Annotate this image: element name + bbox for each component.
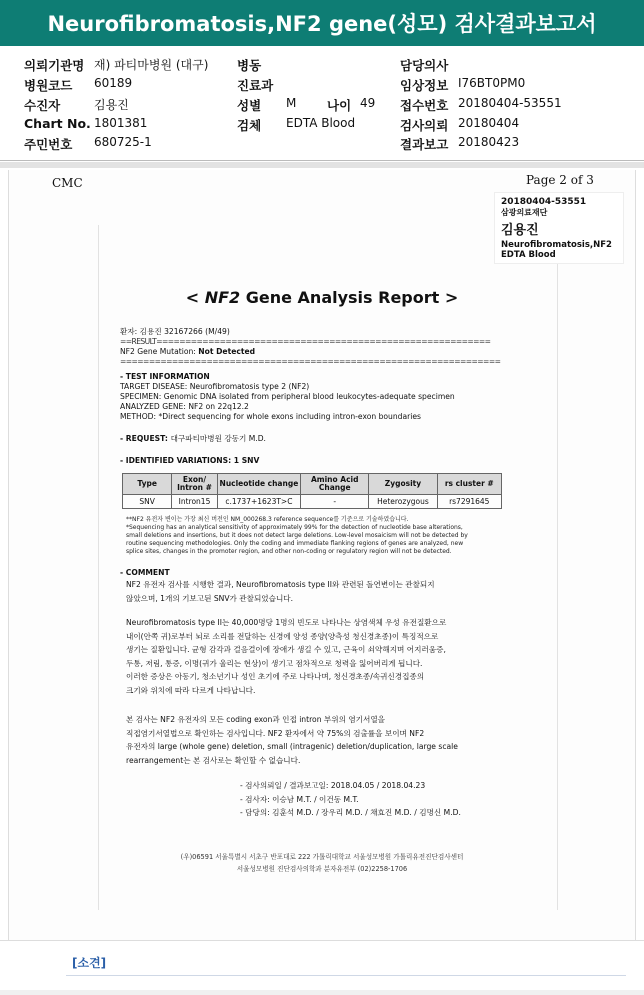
method-line: METHOD: *Direct sequencing for whole exons including intron-exon boundaries	[120, 412, 422, 421]
resident-no-value: 680725-1	[94, 135, 152, 149]
address-line: 서울성모병원 진단검사의학과 분자유전부 (02)2258-1706	[236, 865, 408, 873]
col-nucleotide: Nucleotide change	[217, 474, 300, 495]
sticker-name: 김용진	[501, 223, 539, 238]
note-line: splice sites, changes in the promoter region, and other non-coding or regulatory region will not be detected.	[126, 548, 452, 555]
sticker-test: Neurofibromatosis,NF2	[501, 240, 612, 250]
chart-no-value: 1801381	[94, 116, 148, 130]
cell-rs-cluster: rs7291645	[437, 495, 501, 509]
test-info-header: - TEST INFORMATION	[120, 372, 210, 381]
cell-amino-acid: -	[301, 495, 369, 509]
sex-label: 성별	[237, 98, 262, 113]
report-title-bar	[0, 0, 644, 46]
sex-value: M	[286, 96, 297, 110]
institution-value: 재) 파티마병원 (대구)	[94, 58, 209, 72]
comment-paragraph-1	[126, 578, 504, 605]
mutation-line	[120, 347, 504, 357]
comment-line: 크기와 위치에 따라 다르게 나타납니다.	[126, 685, 256, 695]
patient-info-panel	[0, 54, 644, 154]
physicians-line: - 담당의: 김훈석 M.D. / 장우리 M.D. / 채효진 M.D. / 김명신 M.D.	[240, 808, 461, 818]
title-bracket-open: <	[185, 288, 205, 307]
col-zygosity: Zygosity	[369, 474, 437, 495]
department-label: 진료과	[237, 78, 274, 93]
bottom-edge	[0, 990, 644, 995]
address-line: (우)06591 서울특별시 서초구 반포대로 222 가톨릭대학교 서울성모병원 가톨릭유전진단검사센터	[180, 853, 464, 861]
dates-line: - 검사의뢰일 / 결과보고일: 2018.04.05 / 2018.04.23	[240, 781, 426, 790]
request-label: - REQUEST:	[120, 434, 171, 443]
findings-label: [소견]	[72, 956, 107, 970]
sticker-id: 20180404-53551	[501, 197, 587, 207]
sticker-specimen: EDTA Blood	[501, 250, 556, 260]
patient-line: 환자: 김용진 32167266 (M/49)	[120, 327, 230, 336]
note-line: **NF2 유전자 변이는 가장 최신 버전인 NM_000268.3 reference sequence를 기준으로 기술하였습니다.	[126, 516, 409, 523]
title-gene: NF2	[204, 288, 241, 307]
result-line: ==RESULT==========================================================	[120, 337, 491, 346]
col-exon: Exon/ Intron #	[172, 474, 217, 495]
divider-band	[0, 162, 644, 168]
title-rest: Gene Analysis Report >	[240, 288, 459, 307]
test-information	[120, 372, 504, 422]
sequencing-notes	[126, 516, 506, 556]
findings-section	[0, 940, 644, 995]
target-disease: TARGET DISEASE: Neurofibromatosis type 2 (NF2)	[120, 382, 310, 391]
comment-line: 본 검사는 NF2 유전자의 모든 coding exon과 인접 intron 부위의 염기서열을	[126, 715, 386, 724]
col-amino-acid: Amino Acid Change	[301, 474, 369, 495]
mutation-value: Not Detected	[198, 347, 256, 356]
hospital-code-value: 60189	[94, 76, 133, 90]
sticker-org: 삼광의료재단	[501, 208, 548, 217]
request-value: 대구파티마병원 강동기 M.D.	[170, 434, 266, 443]
recipient-value: 김용진	[94, 98, 129, 112]
institution-label: 의뢰기관명	[24, 58, 85, 73]
hospital-code-label: 병원코드	[24, 78, 73, 93]
lab-address	[8, 851, 636, 875]
cell-nucleotide: c.1737+1623T>C	[217, 495, 300, 509]
resident-no-label: 주민번호	[24, 137, 73, 152]
separator-line: ==================================================================	[120, 357, 501, 366]
request-line	[120, 434, 504, 444]
request-date-value: 20180404	[458, 116, 520, 130]
clinical-info-value: I76BT0PM0	[458, 76, 526, 90]
comment-header	[120, 568, 504, 578]
col-type: Type	[123, 474, 172, 495]
scanned-report-image	[8, 170, 636, 940]
report-date-value: 20180423	[458, 135, 520, 149]
gene-report-title	[8, 288, 636, 307]
note-line: routine sequencing methodologies. Only the coding and immediate flanking regions of genes are analyzed, new	[126, 540, 464, 547]
signature-block	[240, 779, 461, 820]
comment-line: NF2 유전자 검사를 시행한 결과, Neurofibromatosis type II와 관련된 돌연변이는 관찰되지	[126, 580, 435, 589]
comment-line: rearrangement는 본 검사로는 확인할 수 없습니다.	[126, 755, 301, 765]
report-title: Neurofibromatosis,NF2 gene(성모) 검사결과보고서	[47, 12, 597, 36]
comment-line: 생기는 질환입니다. 균형 감각과 걸음걸이에 장애가 생길 수 있고, 근육이 쇠약해지며 어지러움증,	[126, 645, 446, 655]
note-line: *Sequencing has an analytical sensitivity of approximately 99% for the detection of nucleotide base alterations,	[126, 524, 463, 531]
doctor-label: 담당의사	[400, 58, 449, 73]
variations-table	[122, 473, 502, 509]
age-value: 49	[360, 96, 376, 110]
specimen-value: EDTA Blood	[286, 116, 356, 130]
technicians-line: - 검사자: 이승남 M.T. / 이건동 M.T.	[240, 794, 359, 804]
chart-no-label: Chart No.	[24, 116, 91, 131]
cell-type: SNV	[123, 495, 172, 509]
divider	[0, 160, 644, 161]
cell-exon: Intron15	[172, 495, 217, 509]
cell-zygosity: Heterozygous	[369, 495, 437, 509]
cmc-mark: CMC	[52, 176, 83, 190]
request-date-label: 검사의뢰	[400, 118, 449, 133]
ward-label: 병동	[237, 58, 262, 73]
variations-header	[120, 456, 504, 466]
variations-header-text: - IDENTIFIED VARIATIONS: 1 SNV	[120, 456, 260, 465]
recipient-label: 수진자	[24, 98, 61, 113]
comment-line: 않았으며, 1개의 기보고된 SNV가 관찰되었습니다.	[126, 593, 294, 603]
page-number: Page 2 of 3	[526, 173, 594, 187]
comment-line: 유전자의 large (whole gene) deletion, small (intragenic) deletion/duplication, large scale	[126, 742, 458, 752]
clinical-info-label: 임상정보	[400, 78, 449, 93]
result-block	[120, 327, 504, 367]
specimen-line: SPECIMEN: Genomic DNA isolated from peripheral blood leukocytes-adequate specimen	[120, 392, 455, 401]
analyzed-gene: ANALYZED GENE: NF2 on 22q12.2	[120, 402, 249, 411]
findings-rule	[66, 975, 626, 976]
comment-paragraph-3	[126, 713, 504, 767]
comment-line: 이러한 증상은 아동기, 청소년기나 성인 초기에 주로 나타나며, 청신경초종/속귀신경집종의	[126, 672, 425, 682]
specimen-label: 검체	[237, 118, 262, 133]
receipt-no-value: 20180404-53551	[458, 96, 562, 110]
comment-line: 내이(안쪽 귀)로부터 뇌로 소리를 전달하는 신경에 양성 종양(양측성 청신경초종)이 특징적으로	[126, 631, 439, 641]
comment-header-text: - COMMENT	[120, 568, 170, 577]
receipt-no-label: 접수번호	[400, 98, 449, 113]
table-row	[123, 495, 502, 509]
comment-paragraph-2	[126, 616, 504, 698]
specimen-sticker	[494, 192, 624, 264]
note-line: small deletions and insertions, but it does not detect large deletions. Low-level mosaicism will not be detected by	[126, 532, 468, 539]
report-date-label: 결과보고	[400, 137, 449, 152]
table-header-row	[123, 474, 502, 495]
mutation-label: NF2 Gene Mutation:	[120, 347, 199, 356]
comment-line: 직접염기서열법으로 확인하는 검사입니다. NF2 환자에서 약 75%의 검출률을 보이며 NF2	[126, 728, 425, 738]
comment-line: Neurofibromatosis type II는 40,000명당 1명의 빈도로 나타나는 상염색체 우성 유전질환으로	[126, 618, 447, 627]
col-rs-cluster: rs cluster #	[437, 474, 501, 495]
comment-line: 두통, 저림, 통증, 이명(귀가 울리는 현상)이 생기고 점차적으로 청력을 잃어버리게 됩니다.	[126, 658, 423, 668]
age-label: 나이	[327, 98, 352, 113]
